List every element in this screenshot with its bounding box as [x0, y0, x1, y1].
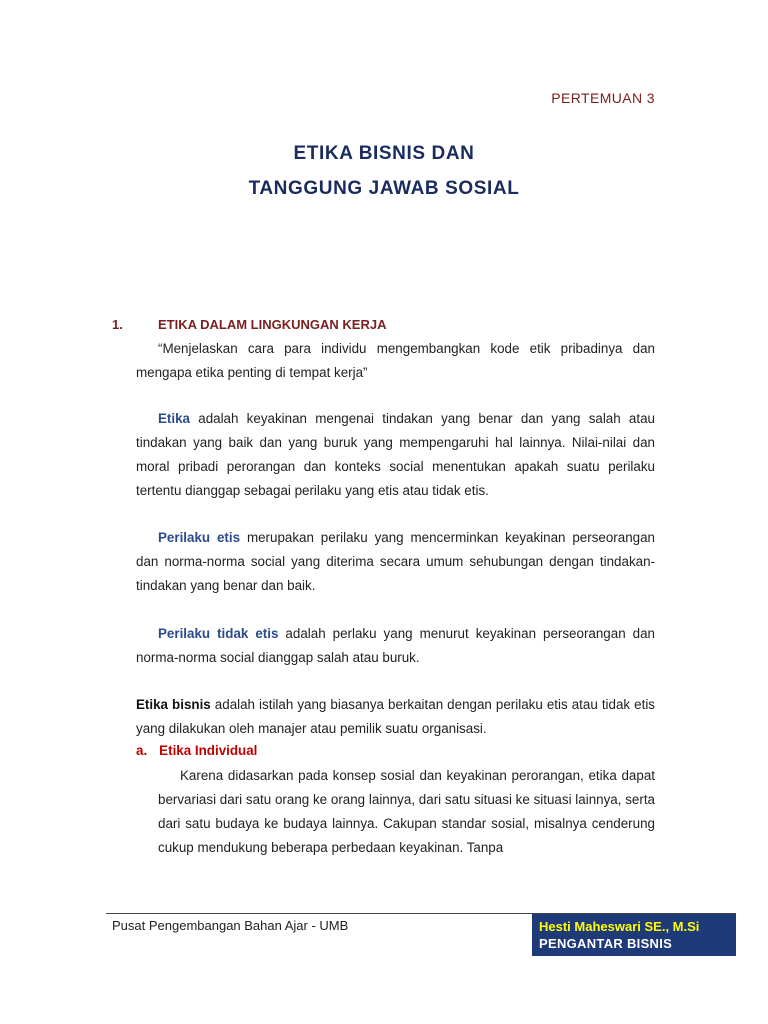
etika-bisnis-text: adalah istilah yang biasanya berkaitan dengan perilaku etis atau tidak etis yang dilakukan oleh manajer atau pemilik suatu organisasi.: [136, 697, 655, 736]
section-heading: ETIKA DALAM LINGKUNGAN KERJA: [158, 317, 387, 332]
perilaku-etis-term: Perilaku etis: [158, 530, 241, 545]
perilaku-etis-paragraph: [136, 526, 655, 598]
footer-publisher: Pusat Pengembangan Bahan Ajar - UMB: [112, 918, 349, 933]
subsection-a-title: Etika Individual: [159, 743, 258, 758]
etika-bisnis-paragraph: [136, 693, 655, 741]
subsection-a-letter: a.: [136, 743, 148, 758]
perilaku-tidak-etis-paragraph: [136, 622, 655, 670]
etika-text: adalah keyakinan mengenai tindakan yang benar dan yang salah atau tindakan yang baik dan yang buruk yang mempengaruhi hal lainnya. Nilai-nilai dan moral pribadi perorangan dan konteks social menentukan apakah suatu perilaku tertentu dianggap sebagai perilaku yang etis atau tidak etis.: [136, 411, 655, 498]
etika-paragraph: [136, 407, 655, 503]
quote-paragraph: “Menjelaskan cara para individu mengembangkan kode etik pribadinya dan mengapa etika penting di tempat kerja”: [136, 341, 655, 380]
etika-term: Etika: [158, 411, 191, 426]
perilaku-etis-text: merupakan perilaku yang mencerminkan keyakinan perseorangan dan norma-norma social yang diterima secara umum sehubungan dengan tindakan-tindakan yang benar dan baik.: [136, 530, 655, 593]
section-number: 1.: [112, 317, 123, 332]
footer-course: PENGANTAR BISNIS: [539, 936, 673, 951]
perilaku-tidak-etis-text: adalah perlaku yang menurut keyakinan perseorangan dan norma-norma social dianggap salah atau buruk.: [136, 626, 655, 665]
title-line-2: TANGGUNG JAWAB SOSIAL: [248, 178, 520, 199]
title-line-1: ETIKA BISNIS DAN: [293, 143, 475, 164]
footer-author: Hesti Maheswari SE., M.Si: [539, 919, 700, 934]
subsection-a-heading: [136, 743, 269, 758]
footer-author-box: [532, 914, 736, 956]
perilaku-tidak-etis-term: Perilaku tidak etis: [158, 626, 279, 641]
meeting-label: PERTEMUAN 3: [551, 90, 655, 106]
etika-bisnis-term: Etika bisnis: [136, 697, 211, 712]
etika-individual-paragraph: Karena didasarkan pada konsep sosial dan keyakinan perorangan, etika dapat bervariasi dari satu orang ke orang lainnya, dari satu situasi ke situasi lainnya, serta dari satu budaya ke budaya lainnya. Cakupan standar sosial, misalnya cenderung cukup mendukung beberapa perbedaan keyakinan. Tanpa: [158, 768, 655, 855]
